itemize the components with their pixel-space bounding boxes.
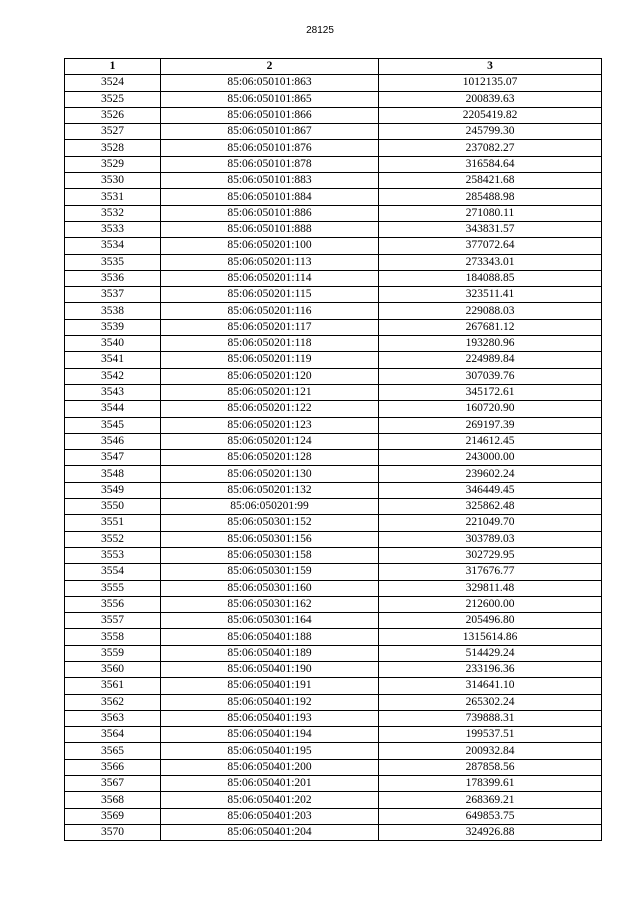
cadastral-number-cell: 85:06:050201:123 <box>161 417 379 433</box>
table-row <box>65 287 602 303</box>
table-row <box>65 613 602 629</box>
row-number-cell: 3562 <box>65 694 161 710</box>
cadastral-number-cell: 85:06:050301:152 <box>161 515 379 531</box>
table-row <box>65 661 602 677</box>
row-number-cell: 3557 <box>65 613 161 629</box>
row-number-cell: 3543 <box>65 384 161 400</box>
cadastral-number-cell: 85:06:050201:120 <box>161 368 379 384</box>
table-row <box>65 75 602 91</box>
row-number-cell: 3547 <box>65 450 161 466</box>
cadastral-number-cell: 85:06:050201:100 <box>161 238 379 254</box>
value-cell: 160720.90 <box>379 401 602 417</box>
value-cell: 212600.00 <box>379 596 602 612</box>
value-cell: 200932.84 <box>379 743 602 759</box>
value-cell: 265302.24 <box>379 694 602 710</box>
value-cell: 317676.77 <box>379 564 602 580</box>
cadastral-number-cell: 85:06:050201:116 <box>161 303 379 319</box>
cadastral-number-cell: 85:06:050101:865 <box>161 91 379 107</box>
table-row <box>65 173 602 189</box>
cadastral-number-cell: 85:06:050401:202 <box>161 792 379 808</box>
table-row <box>65 466 602 482</box>
row-number-cell: 3569 <box>65 808 161 824</box>
row-number-cell: 3564 <box>65 727 161 743</box>
row-number-cell: 3552 <box>65 531 161 547</box>
table-row <box>65 433 602 449</box>
cadastral-number-cell: 85:06:050301:162 <box>161 596 379 612</box>
value-cell: 178399.61 <box>379 776 602 792</box>
table-row <box>65 401 602 417</box>
cadastral-number-cell: 85:06:050401:203 <box>161 808 379 824</box>
cadastral-number-cell: 85:06:050401:191 <box>161 678 379 694</box>
table-body <box>65 75 602 841</box>
table-row <box>65 482 602 498</box>
row-number-cell: 3560 <box>65 661 161 677</box>
row-number-cell: 3563 <box>65 710 161 726</box>
row-number-cell: 3536 <box>65 270 161 286</box>
value-cell: 329811.48 <box>379 580 602 596</box>
row-number-cell: 3561 <box>65 678 161 694</box>
value-cell: 214612.45 <box>379 433 602 449</box>
table-row <box>65 352 602 368</box>
table-row <box>65 221 602 237</box>
cadastral-number-cell: 85:06:050301:160 <box>161 580 379 596</box>
cadastral-number-cell: 85:06:050401:204 <box>161 824 379 840</box>
row-number-cell: 3556 <box>65 596 161 612</box>
table-row <box>65 694 602 710</box>
row-number-cell: 3558 <box>65 629 161 645</box>
table-row <box>65 254 602 270</box>
value-cell: 193280.96 <box>379 336 602 352</box>
row-number-cell: 3553 <box>65 547 161 563</box>
value-cell: 325862.48 <box>379 499 602 515</box>
row-number-cell: 3550 <box>65 499 161 515</box>
row-number-cell: 3559 <box>65 645 161 661</box>
cadastral-number-cell: 85:06:050201:119 <box>161 352 379 368</box>
row-number-cell: 3542 <box>65 368 161 384</box>
row-number-cell: 3540 <box>65 336 161 352</box>
value-cell: 205496.80 <box>379 613 602 629</box>
value-cell: 229088.03 <box>379 303 602 319</box>
cadastral-number-cell: 85:06:050101:866 <box>161 107 379 123</box>
value-cell: 273343.01 <box>379 254 602 270</box>
table-row <box>65 156 602 172</box>
value-cell: 285488.98 <box>379 189 602 205</box>
row-number-cell: 3545 <box>65 417 161 433</box>
table-row <box>65 727 602 743</box>
cadastral-number-cell: 85:06:050101:884 <box>161 189 379 205</box>
value-cell: 245799.30 <box>379 124 602 140</box>
row-number-cell: 3525 <box>65 91 161 107</box>
row-number-cell: 3532 <box>65 205 161 221</box>
table-row <box>65 792 602 808</box>
table-row <box>65 107 602 123</box>
table-row <box>65 759 602 775</box>
value-cell: 233196.36 <box>379 661 602 677</box>
cadastral-number-cell: 85:06:050101:876 <box>161 140 379 156</box>
cadastral-number-cell: 85:06:050201:118 <box>161 336 379 352</box>
value-cell: 649853.75 <box>379 808 602 824</box>
value-cell: 324926.88 <box>379 824 602 840</box>
value-cell: 237082.27 <box>379 140 602 156</box>
value-cell: 343831.57 <box>379 221 602 237</box>
value-cell: 302729.95 <box>379 547 602 563</box>
value-cell: 345172.61 <box>379 384 602 400</box>
table-row <box>65 547 602 563</box>
table-row <box>65 515 602 531</box>
cadastral-number-cell: 85:06:050201:121 <box>161 384 379 400</box>
cadastral-number-cell: 85:06:050101:886 <box>161 205 379 221</box>
row-number-cell: 3531 <box>65 189 161 205</box>
row-number-cell: 3551 <box>65 515 161 531</box>
value-cell: 377072.64 <box>379 238 602 254</box>
table-header-row <box>65 59 602 75</box>
cadastral-number-cell: 85:06:050401:190 <box>161 661 379 677</box>
table-row <box>65 140 602 156</box>
value-cell: 199537.51 <box>379 727 602 743</box>
value-cell: 184088.85 <box>379 270 602 286</box>
table-row <box>65 91 602 107</box>
row-number-cell: 3555 <box>65 580 161 596</box>
table-row <box>65 596 602 612</box>
column-header-2: 2 <box>161 59 379 75</box>
table-row <box>65 124 602 140</box>
table-row <box>65 564 602 580</box>
row-number-cell: 3539 <box>65 319 161 335</box>
value-cell: 268369.21 <box>379 792 602 808</box>
row-number-cell: 3533 <box>65 221 161 237</box>
value-cell: 303789.03 <box>379 531 602 547</box>
row-number-cell: 3528 <box>65 140 161 156</box>
cadastral-number-cell: 85:06:050301:156 <box>161 531 379 547</box>
table-row <box>65 645 602 661</box>
cadastral-number-cell: 85:06:050201:117 <box>161 319 379 335</box>
cadastral-number-cell: 85:06:050401:201 <box>161 776 379 792</box>
row-number-cell: 3570 <box>65 824 161 840</box>
cadastral-number-cell: 85:06:050201:128 <box>161 450 379 466</box>
value-cell: 271080.11 <box>379 205 602 221</box>
cadastral-number-cell: 85:06:050101:878 <box>161 156 379 172</box>
row-number-cell: 3554 <box>65 564 161 580</box>
table-row <box>65 270 602 286</box>
table-row <box>65 336 602 352</box>
value-cell: 239602.24 <box>379 466 602 482</box>
cadastral-number-cell: 85:06:050201:114 <box>161 270 379 286</box>
table-row <box>65 531 602 547</box>
row-number-cell: 3524 <box>65 75 161 91</box>
value-cell: 323511.41 <box>379 287 602 303</box>
value-cell: 514429.24 <box>379 645 602 661</box>
row-number-cell: 3526 <box>65 107 161 123</box>
value-cell: 287858.56 <box>379 759 602 775</box>
table-row <box>65 743 602 759</box>
table-row <box>65 710 602 726</box>
cadastral-number-cell: 85:06:050301:159 <box>161 564 379 580</box>
table-row <box>65 238 602 254</box>
cadastral-number-cell: 85:06:050401:192 <box>161 694 379 710</box>
cadastral-number-cell: 85:06:050101:863 <box>161 75 379 91</box>
table-row <box>65 450 602 466</box>
table-row <box>65 319 602 335</box>
cadastral-number-cell: 85:06:050201:115 <box>161 287 379 303</box>
value-cell: 307039.76 <box>379 368 602 384</box>
row-number-cell: 3527 <box>65 124 161 140</box>
row-number-cell: 3549 <box>65 482 161 498</box>
cadastral-number-cell: 85:06:050401:193 <box>161 710 379 726</box>
table-row <box>65 368 602 384</box>
row-number-cell: 3544 <box>65 401 161 417</box>
row-number-cell: 3568 <box>65 792 161 808</box>
data-table <box>64 58 602 841</box>
cadastral-number-cell: 85:06:050201:122 <box>161 401 379 417</box>
column-header-1: 1 <box>65 59 161 75</box>
table-row <box>65 417 602 433</box>
row-number-cell: 3565 <box>65 743 161 759</box>
cadastral-number-cell: 85:06:050401:194 <box>161 727 379 743</box>
cadastral-number-cell: 85:06:050301:158 <box>161 547 379 563</box>
table-row <box>65 189 602 205</box>
table-row <box>65 808 602 824</box>
cadastral-number-cell: 85:06:050401:188 <box>161 629 379 645</box>
cadastral-number-cell: 85:06:050401:200 <box>161 759 379 775</box>
table-row <box>65 205 602 221</box>
value-cell: 200839.63 <box>379 91 602 107</box>
value-cell: 316584.64 <box>379 156 602 172</box>
row-number-cell: 3548 <box>65 466 161 482</box>
cadastral-number-cell: 85:06:050101:867 <box>161 124 379 140</box>
row-number-cell: 3530 <box>65 173 161 189</box>
value-cell: 1315614.86 <box>379 629 602 645</box>
value-cell: 243000.00 <box>379 450 602 466</box>
cadastral-number-cell: 85:06:050201:130 <box>161 466 379 482</box>
value-cell: 739888.31 <box>379 710 602 726</box>
table-row <box>65 384 602 400</box>
row-number-cell: 3541 <box>65 352 161 368</box>
cadastral-number-cell: 85:06:050201:113 <box>161 254 379 270</box>
row-number-cell: 3529 <box>65 156 161 172</box>
table-row <box>65 499 602 515</box>
cadastral-number-cell: 85:06:050101:883 <box>161 173 379 189</box>
value-cell: 314641.10 <box>379 678 602 694</box>
table-row <box>65 303 602 319</box>
table-row <box>65 776 602 792</box>
value-cell: 346449.45 <box>379 482 602 498</box>
row-number-cell: 3535 <box>65 254 161 270</box>
cadastral-number-cell: 85:06:050101:888 <box>161 221 379 237</box>
table-row <box>65 629 602 645</box>
table-row <box>65 824 602 840</box>
table-row <box>65 580 602 596</box>
value-cell: 267681.12 <box>379 319 602 335</box>
value-cell: 258421.68 <box>379 173 602 189</box>
cadastral-number-cell: 85:06:050401:195 <box>161 743 379 759</box>
column-header-3: 3 <box>379 59 602 75</box>
row-number-cell: 3537 <box>65 287 161 303</box>
value-cell: 269197.39 <box>379 417 602 433</box>
cadastral-number-cell: 85:06:050201:124 <box>161 433 379 449</box>
cadastral-number-cell: 85:06:050201:99 <box>161 499 379 515</box>
table-row <box>65 678 602 694</box>
row-number-cell: 3566 <box>65 759 161 775</box>
row-number-cell: 3567 <box>65 776 161 792</box>
row-number-cell: 3534 <box>65 238 161 254</box>
cadastral-number-cell: 85:06:050301:164 <box>161 613 379 629</box>
page-number: 28125 <box>306 25 334 36</box>
value-cell: 221049.70 <box>379 515 602 531</box>
cadastral-number-cell: 85:06:050201:132 <box>161 482 379 498</box>
value-cell: 224989.84 <box>379 352 602 368</box>
value-cell: 1012135.07 <box>379 75 602 91</box>
row-number-cell: 3538 <box>65 303 161 319</box>
value-cell: 2205419.82 <box>379 107 602 123</box>
row-number-cell: 3546 <box>65 433 161 449</box>
cadastral-number-cell: 85:06:050401:189 <box>161 645 379 661</box>
